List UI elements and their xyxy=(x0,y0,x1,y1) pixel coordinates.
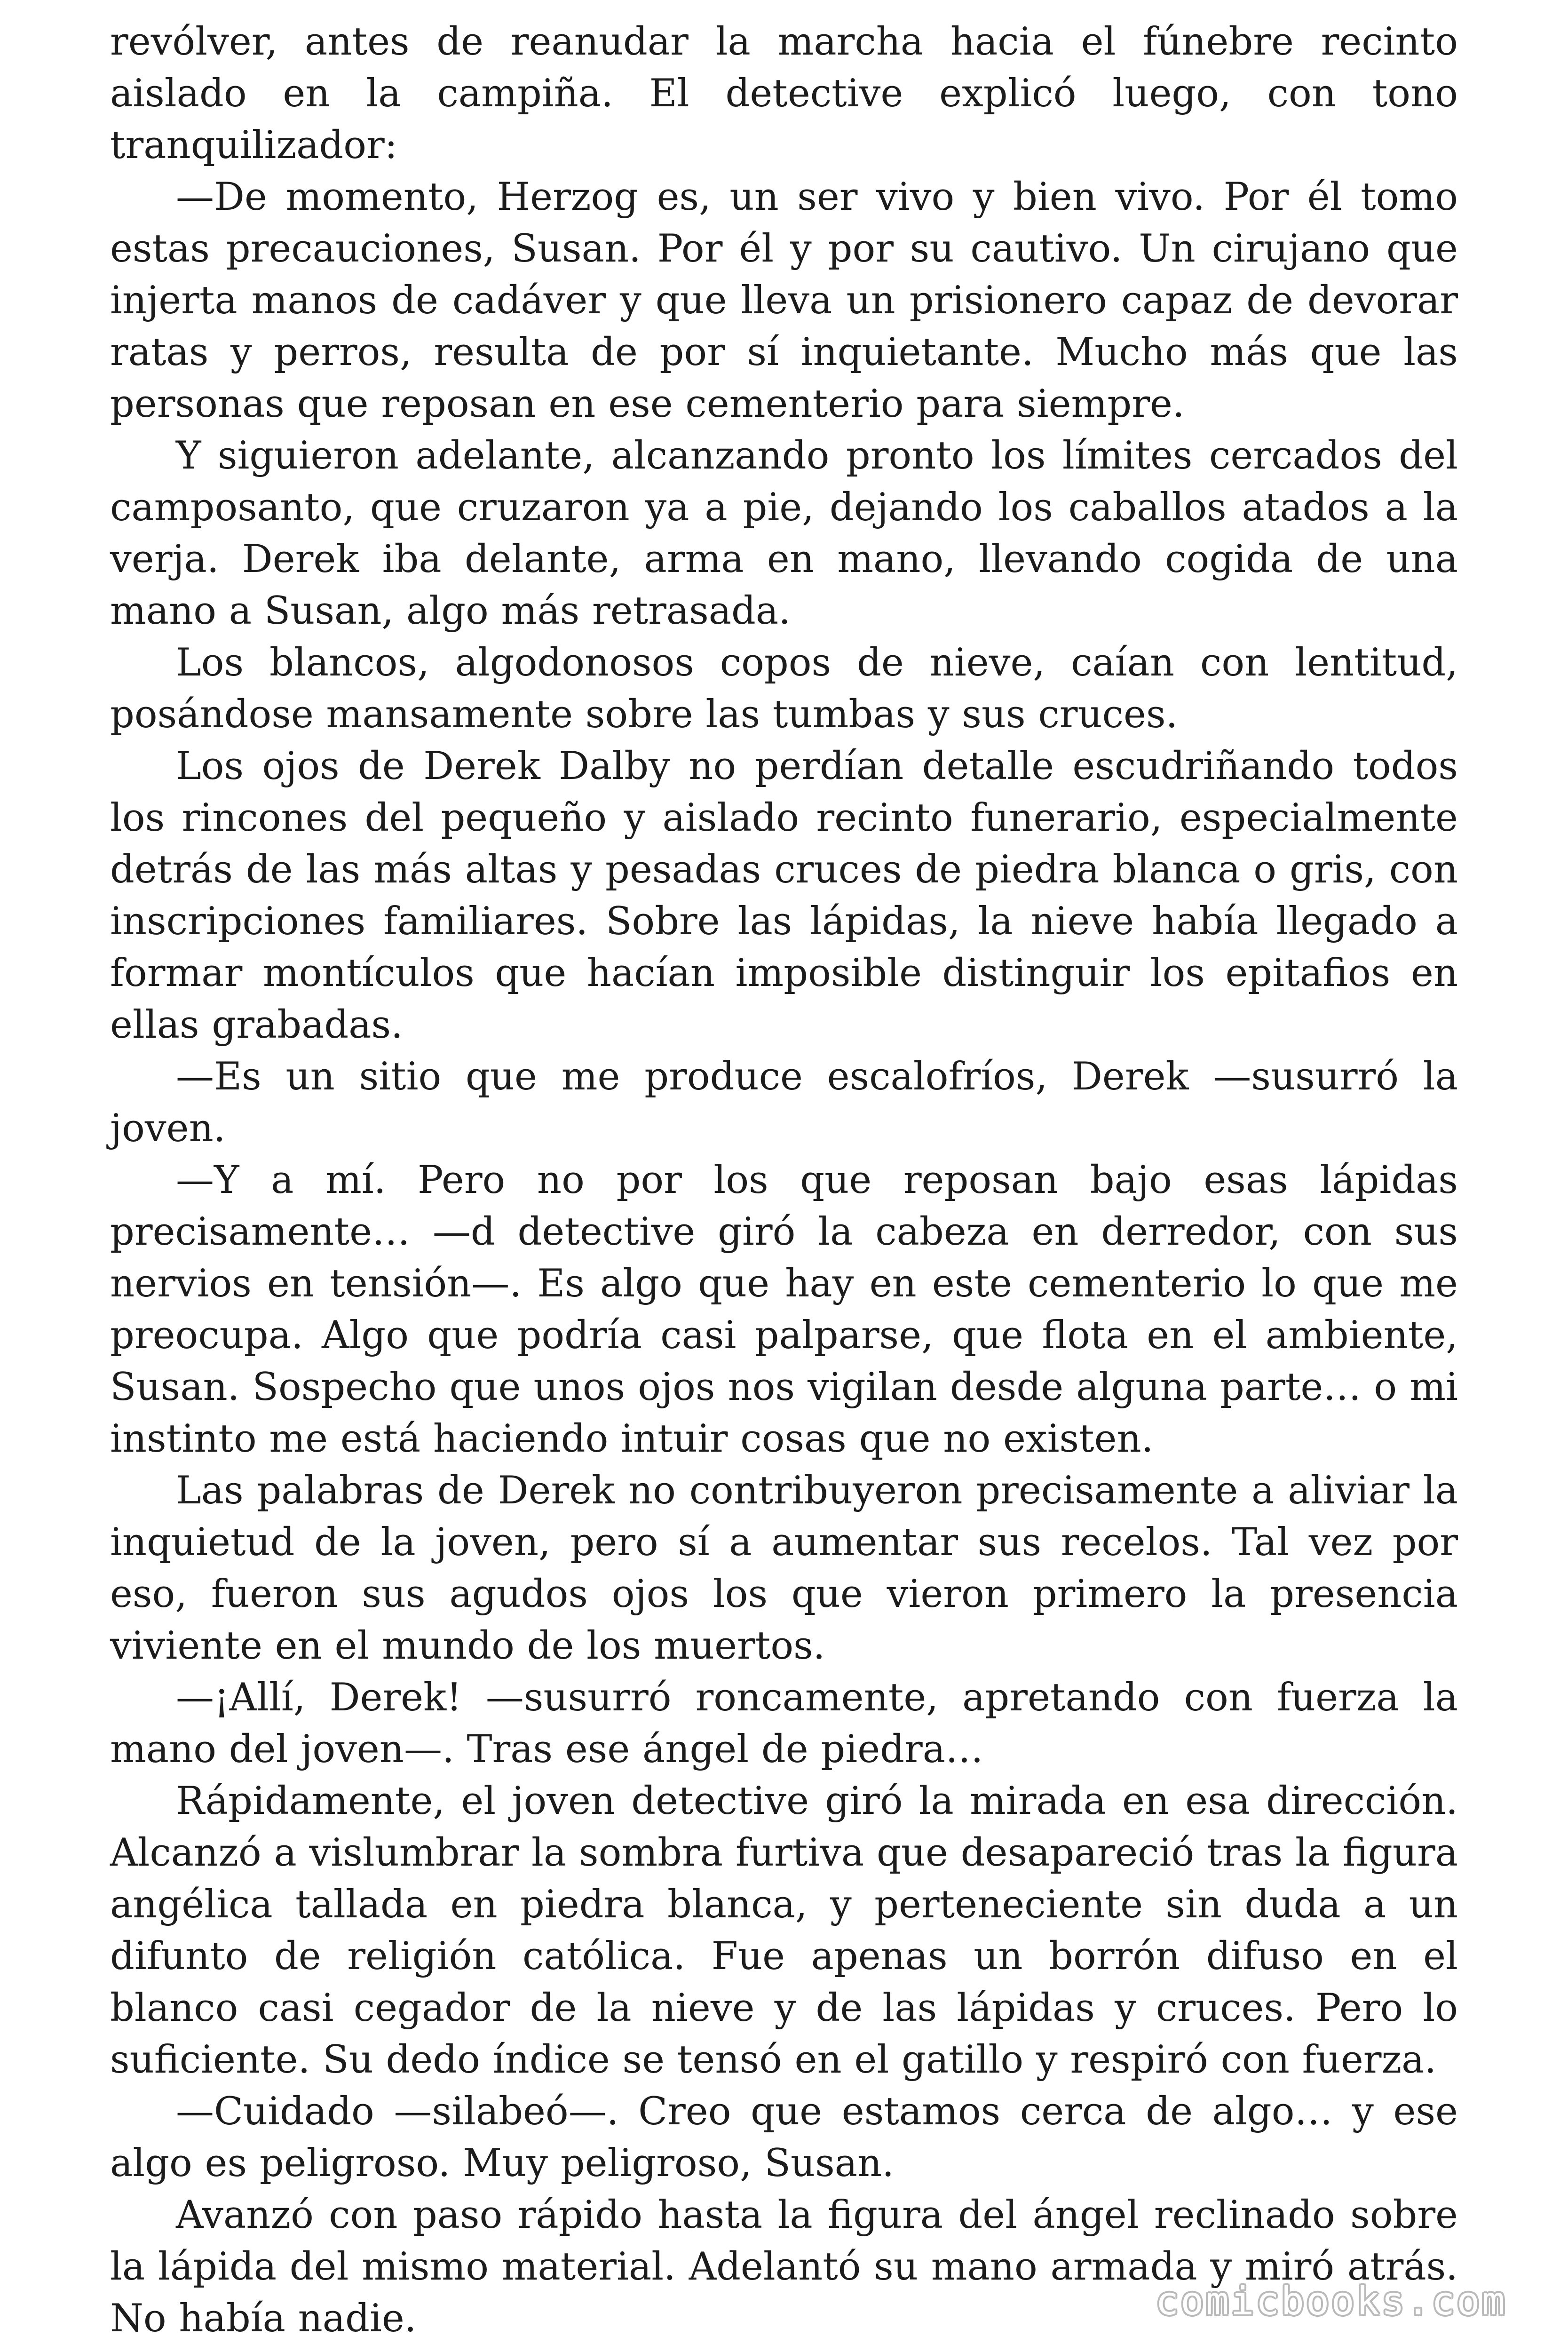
paragraph: Los blancos, algodonosos copos de nieve, caían con lentitud, posándose mansamente sobre las tumbas y sus cruces. xyxy=(110,641,1458,737)
paragraph: —Y a mí. Pero no por los que reposan bajo esas lápidas precisamente… —d detective giró la cabeza en derredor, con sus nervios en tensión—. Es algo que hay en este cementerio lo que me preocupa. Algo que podría casi palparse, que flota en el ambiente, Susan. Sospecho que unos ojos nos vigilan desde alguna parte… o mi instinto me está haciendo intuir cosas que no existen. xyxy=(110,1158,1458,1461)
paragraph: Y siguieron adelante, alcanzando pronto los límites cercados del camposanto, que cruzaron ya a pie, dejando los caballos atados a la verja. Derek iba delante, arma en mano, llevando cogida de una mano a Susan, algo más retrasada. xyxy=(110,434,1458,633)
paragraph: Los ojos de Derek Dalby no perdían detalle escudriñando todos los rincones del pequeño y aislado recinto funerario, especialmente detrás de las más altas y pesadas cruces de piedra blanca o gris, con inscripciones familiares. Sobre las lápidas, la nieve había llegado a formar montículos que hacían imposible distinguir los epitafios en ellas grabadas. xyxy=(110,744,1458,1047)
paragraph: —Es un sitio que me produce escalofríos, Derek —susurró la joven. xyxy=(110,1055,1458,1151)
watermark: comicbooks.com xyxy=(1155,2279,1507,2324)
paragraph: Avanzó con paso rápido hasta la figura del ángel reclinado sobre la lápida del mismo material. Adelantó su mano armada y miró atrás. No había nadie. xyxy=(110,2193,1458,2341)
paragraph: revólver, antes de reanudar la marcha hacia el fúnebre recinto aislado en la campiña. El detective explicó luego, con tono tranquilizador: xyxy=(110,20,1458,167)
paragraph: —De momento, Herzog es, un ser vivo y bien vivo. Por él tomo estas precauciones, Susan. Por él y por su cautivo. Un cirujano que injerta manos de cadáver y que lleva un prisionero capaz de devorar ratas y perros, resulta de por sí inquietante. Mucho más que las personas que reposan en ese cementerio para siempre. xyxy=(110,175,1458,426)
paragraph: —¡Allí, Derek! —susurró roncamente, apretando con fuerza la mano del joven—. Tras ese ángel de piedra… xyxy=(110,1676,1458,1772)
paragraph: Las palabras de Derek no contribuyeron precisamente a aliviar la inquietud de la joven, pero sí a aumentar sus recelos. Tal vez por eso, fueron sus agudos ojos los que vieron primero la presencia viviente en el mundo de los muertos. xyxy=(110,1469,1458,1668)
paragraph: Rápidamente, el joven detective giró la mirada en esa dirección. Alcanzó a vislumbrar la sombra furtiva que desapareció tras la figura angélica tallada en piedra blanca, y perteneciente sin duda a un difunto de religión católica. Fue apenas un borrón difuso en el blanco casi cegador de la nieve y de las lápidas y cruces. Pero lo suficiente. Su dedo índice se tensó en el gatillo y respiró con fuerza. xyxy=(110,1779,1458,2082)
paragraph: —Cuidado —silabeó—. Creo que estamos cerca de algo… y ese algo es peligroso. Muy peligroso, Susan. xyxy=(110,2090,1458,2185)
